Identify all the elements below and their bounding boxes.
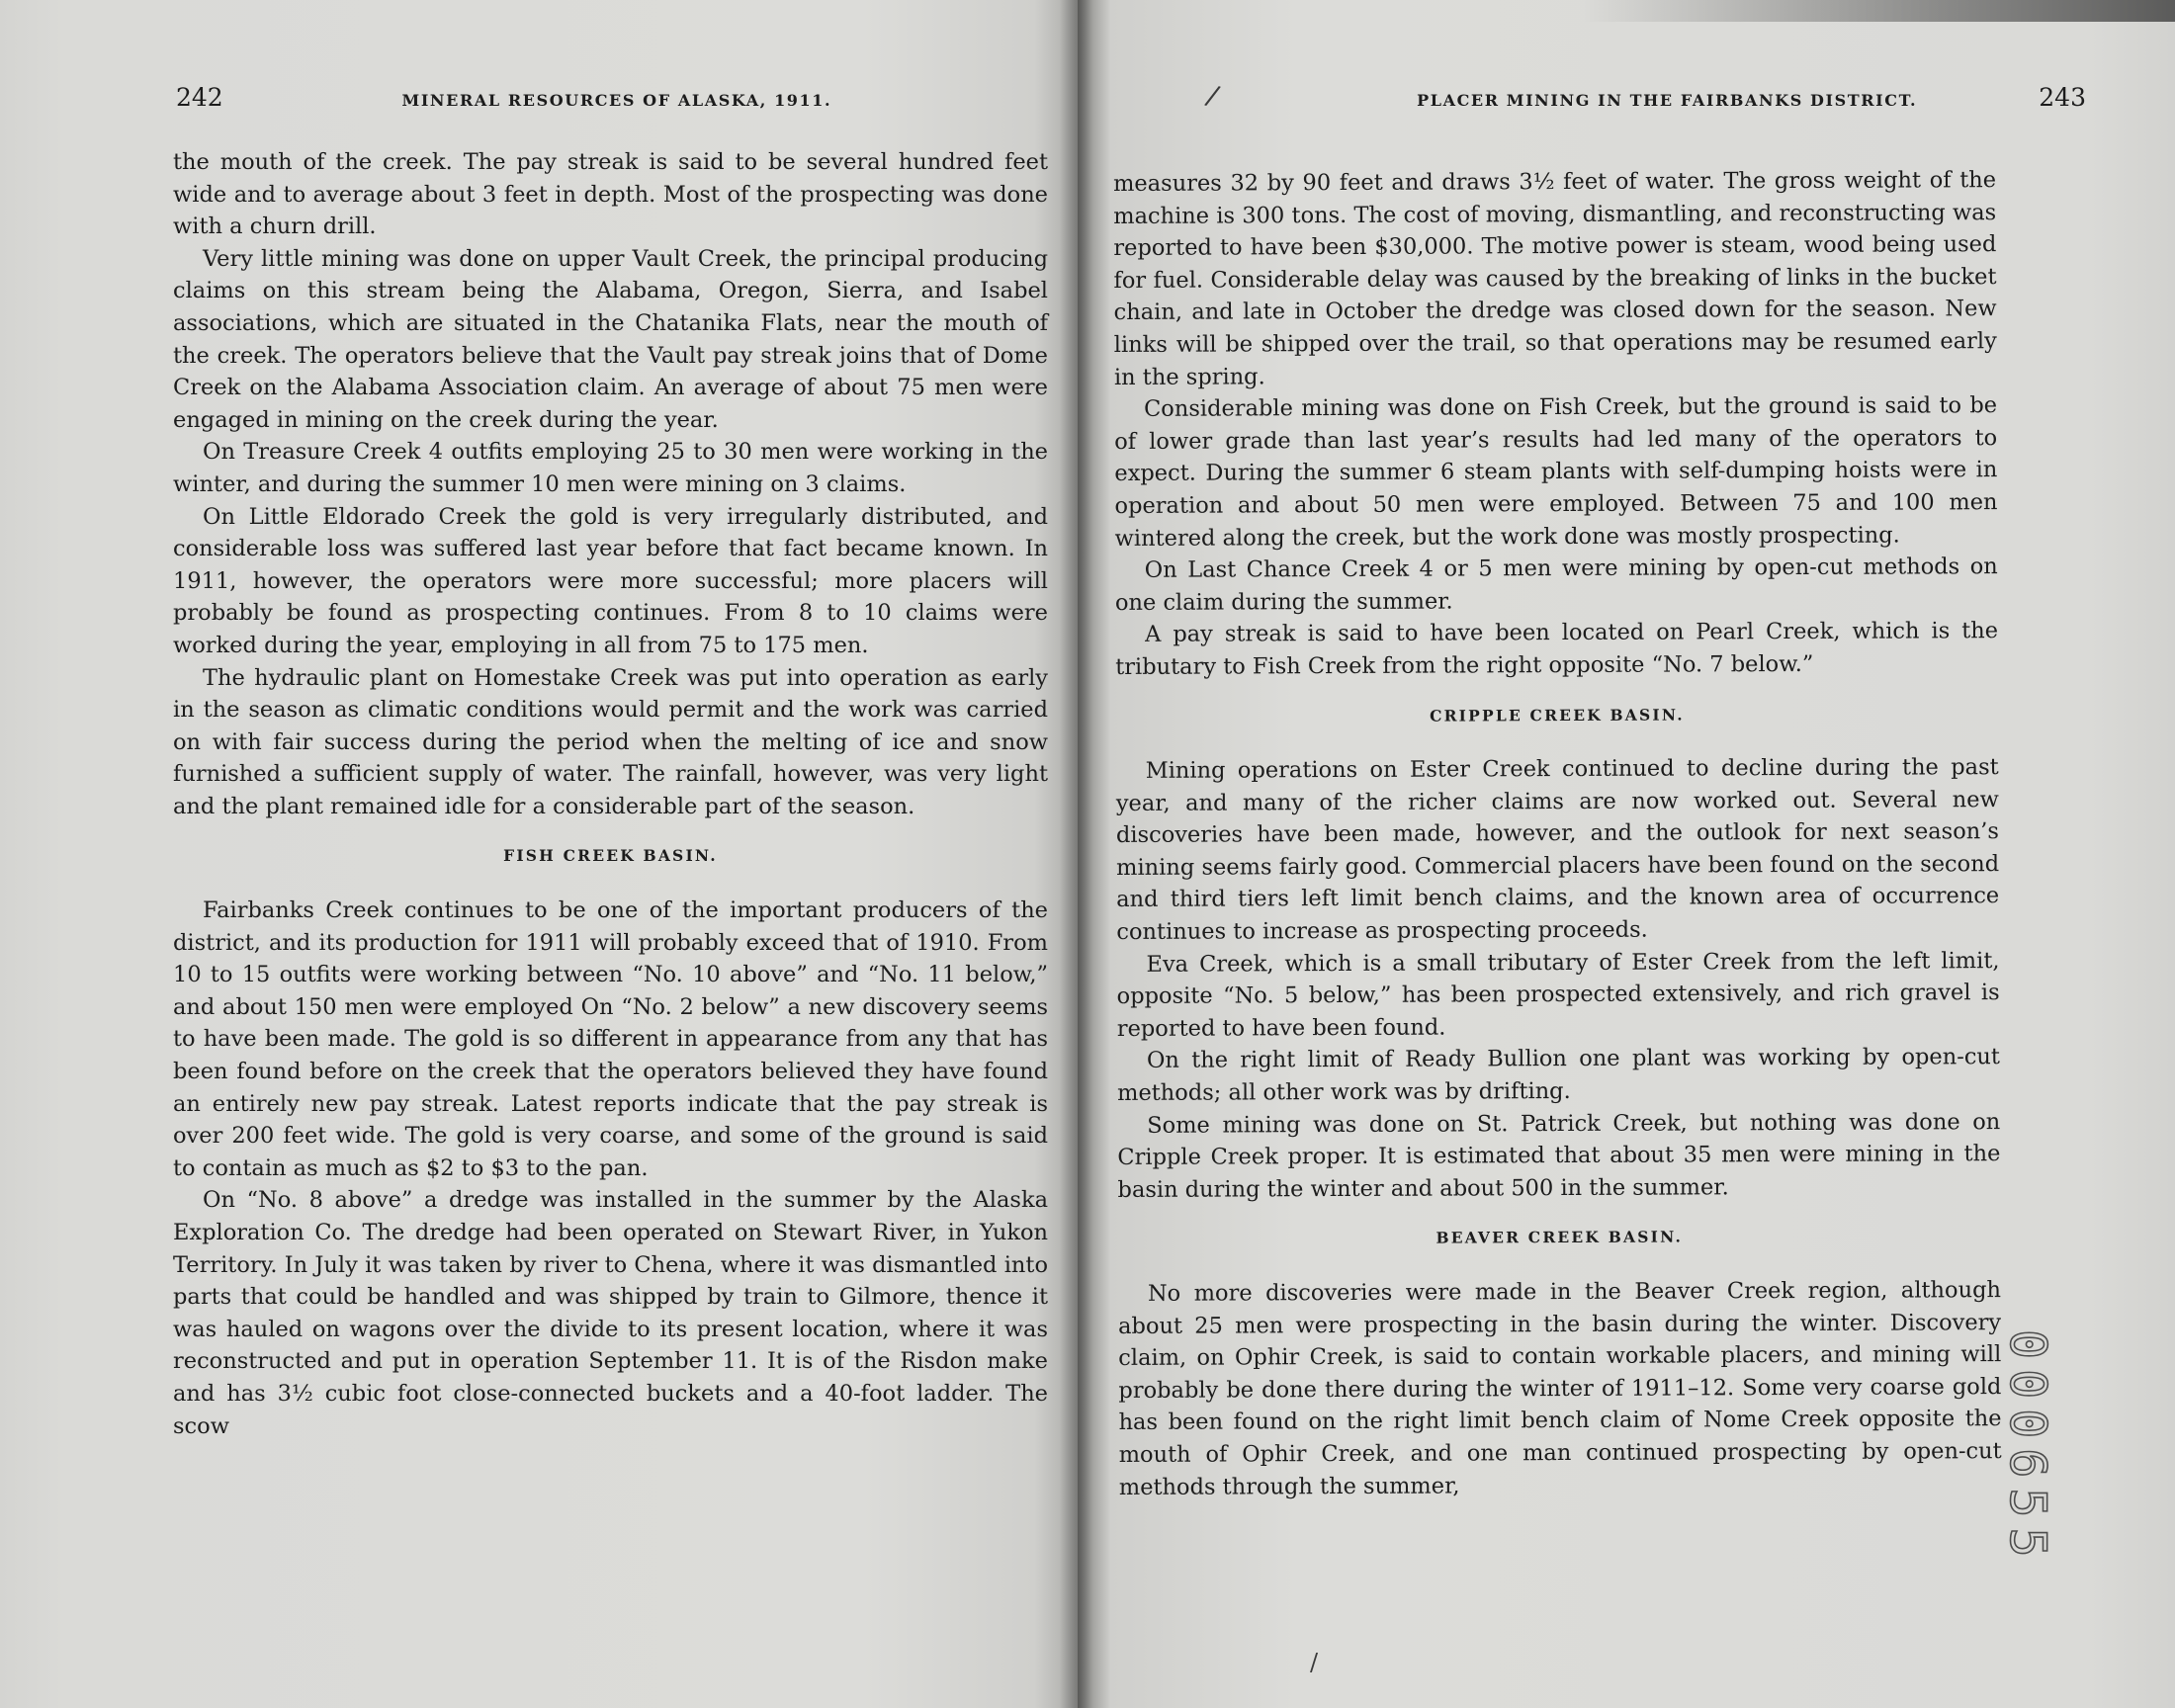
paragraph: On Treasure Creek 4 outfits employing 25 to 30 men were working in the winter, and during the summer 10 men were mining on 3 claims.: [173, 439, 1048, 497]
paragraph: measures 32 by 90 feet and draws 3½ feet of water. The gross weight of the machine is 300 tons. The cost of moving, dismantling, and reconstructing was reported to have been $30,000. The motive power is steam, wood being used for fuel. Considerable delay was caused by the breaking of links in the bucket chain, and late in October the dredge was closed down for the season. New links will be shipped over the trail, so that operations may be resumed early in the spring.: [1113, 167, 1997, 390]
paragraph: Fairbanks Creek continues to be one of the important producers of the district, and its production for 1911 will probably exceed that of 1910. From 10 to 15 outfits were working between “No. 10 above” and “No. 11 below,” and about 150 men were employed On “No. 2 below” a new discovery seems to have been made. The gold is so different in appearance from any that has been found before on the creek that the operators believed they have found an entirely new pay streak. Latest reports indicate that the pay streak is over 200 feet wide. The gold is very coarse, and some of the ground is said to contain as much as $2 to $3 to the pan.: [173, 897, 1048, 1181]
paragraph: On Last Chance Creek 4 or 5 men were mining by open-cut methods on one claim during the summer.: [1114, 554, 1998, 616]
paragraph: Some mining was done on St. Patrick Creek, but nothing was done on Cripple Creek proper. It is estimated that about 35 men were mining in the basin during the winter and about 500 in the summer.: [1117, 1108, 2001, 1203]
paragraph: Eva Creek, which is a small tributary of Ester Creek from the left limit, opposite “No. 5 below,” has been prospected extensively, and rich gravel is reported to have been found.: [1116, 947, 2000, 1042]
paragraph: On Little Eldorado Creek the gold is very irregularly distributed, and considerable loss was suffered last year before that fact became known. In 1911, however, the operators were more successful; more placers will probably be found as prospecting continues. From 8 to 10 claims were worked during the year, employing in all from 75 to 175 men.: [173, 503, 1048, 658]
right-page-number: 243: [2039, 83, 2086, 112]
paragraph: No more discoveries were made in the Beaver Creek region, although about 25 men were prospecting in the basin during the winter. Discovery claim, on Ophir Creek, is said to contain workable placers, and mining will probably be done there during the winter of 1911–12. Some very coarse gold has been found on the right limit bench claim of Nome Creek opposite the mouth of Ophir Creek, and one man continued prospecting by open-cut methods through the summer,: [1118, 1277, 2002, 1500]
left-page-header: [176, 83, 1050, 123]
margin-stamp: 000655: [1999, 1329, 2056, 1568]
section-heading: CRIPPLE CREEK BASIN.: [1430, 704, 1685, 726]
paragraph: Mining operations on Ester Creek continued to decline during the past year, and many of the richer claims are now worked out. Several new discoveries have been made, however, and the outlook for next season’s mining seems fairly good. Commercial placers have been found on the second and third tiers left limit bench claims, and the known area of occurrence continues to increase as prospecting proceeds.: [1115, 754, 2000, 946]
paragraph: A pay streak is said to have been located on Pearl Creek, which is the tributary to Fish Creek from the right opposite “No. 7 below.”: [1115, 618, 1999, 680]
scan-edge-shadow: [1582, 0, 2175, 22]
left-running-title: MINERAL RESOURCES OF ALASKA, 1911.: [401, 91, 832, 110]
scan-speck: /: [1202, 78, 1223, 113]
paragraph: On “No. 8 above” a dredge was installed in the summer by the Alaska Exploration Co. The dredge had been operated on Stewart River, in Yukon Territory. In July it was taken by river to Chena, where it was dismantled into parts that could be handled and was shipped by train to Gilmore, thence it was hauled on wagons over the divide to its present location, where it was reconstructed and put in operation September 11. It is of the Risdon make and has 3½ cubic foot close-connected buckets and a 40-foot ladder. The scow: [173, 1187, 1048, 1439]
section-heading: BEAVER CREEK BASIN.: [1436, 1227, 1684, 1247]
paragraph: On the right limit of Ready Bullion one plant was working by open-cut methods; all other work was by drifting.: [1117, 1044, 2000, 1107]
paragraph: Considerable mining was done on Fish Creek, but the ground is said to be of lower grade than last year’s results had led many of the operators to expect. During the summer 6 steam plants with self-dumping hoists were in operation and about 50 men were employed. Between 75 and 100 men wintered along the creek, but the work done was mostly prospecting.: [1114, 392, 1998, 552]
right-page-header: [1256, 83, 2086, 123]
paragraph: the mouth of the creek. The pay streak is said to be several hundred feet wide and to average about 3 feet in depth. Most of the prospecting was done with a churn drill.: [173, 149, 1048, 240]
paragraph: The hydraulic plant on Homestake Creek was put into operation as early in the season as climatic conditions would permit and the work was carried on with fair success during the period when the melting of ice and snow furnished a sufficient supply of water. The rainfall, however, was very light and the plant remained idle for a considerable part of the season.: [173, 664, 1048, 819]
paragraph: Very little mining was done on upper Vault Creek, the principal producing claims on this stream being the Alabama, Oregon, Sierra, and Isabel associations, which are situated in the Chatanika Flats, near the mouth of the creek. The operators believe that the Vault pay streak joins that of Dome Creek on the Alabama Association claim. An average of about 75 men were engaged in mining on the creek during the year.: [173, 245, 1048, 433]
scan-speck: /: [1310, 1649, 1319, 1676]
left-page-number: 242: [176, 83, 223, 112]
left-page-body: [173, 146, 1048, 1442]
section-heading: FISH CREEK BASIN.: [503, 846, 718, 866]
book-gutter: [1060, 0, 1093, 1708]
right-page-body: [1113, 164, 2002, 1503]
right-running-title: PLACER MINING IN THE FAIRBANKS DISTRICT.: [1417, 91, 1918, 110]
left-page: [0, 0, 1078, 1708]
